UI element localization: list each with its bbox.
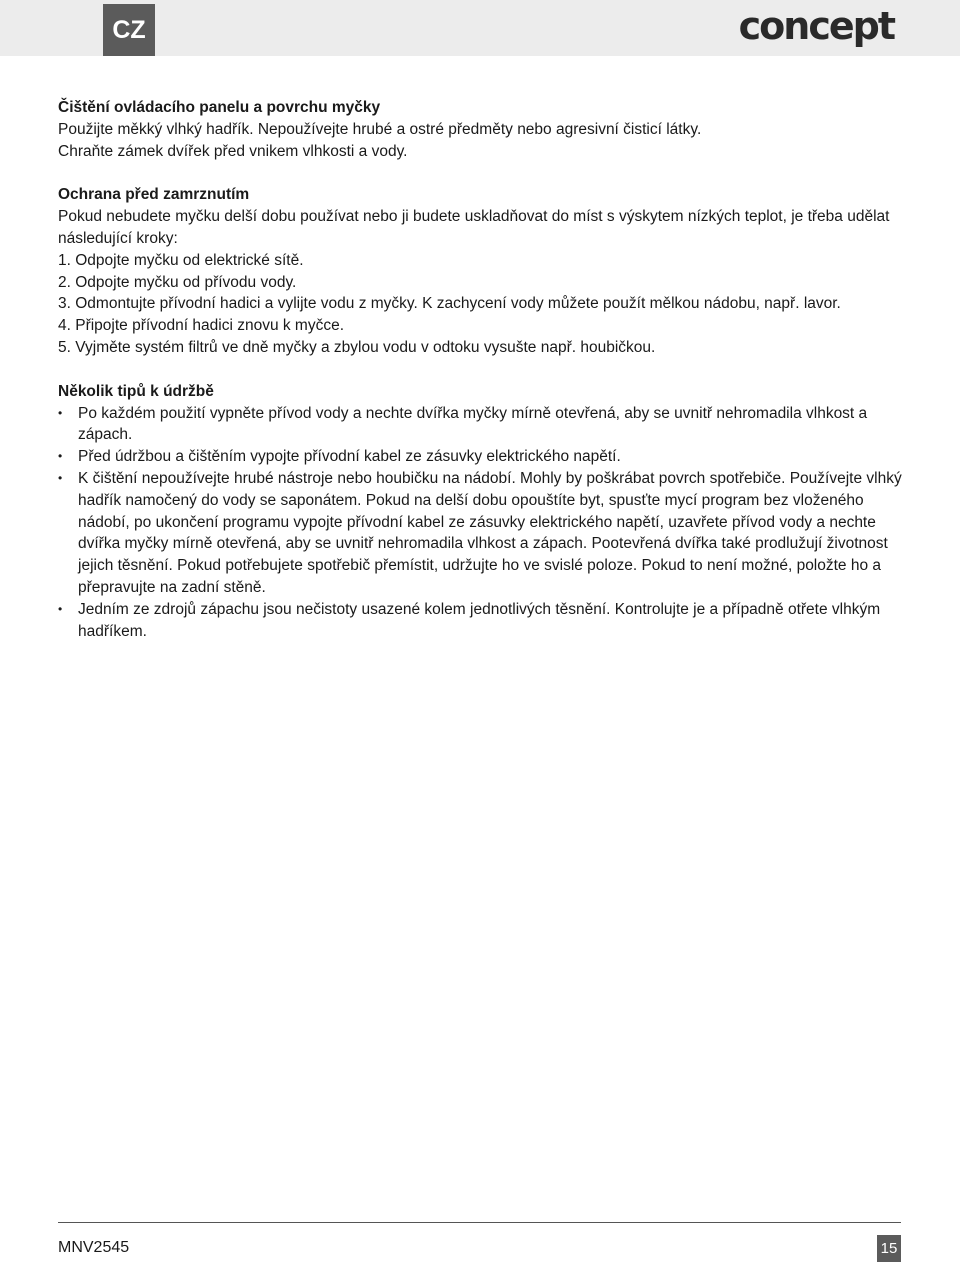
frost-step: 2. Odpojte myčku od přívodu vody.: [58, 273, 297, 291]
manual-content: [58, 97, 908, 642]
cleaning-heading: Čištění ovládacího panelu a povrchu myčky: [58, 99, 381, 116]
frost-step: 3. Odmontujte přívodní hadici a vylijte vodu z myčky. K zachycení vody můžete použít mělkou nádobu, např. lavor.: [58, 295, 841, 313]
spacer: [58, 162, 908, 184]
tips-list: [58, 403, 908, 643]
header-band: [0, 0, 960, 56]
model-number: MNV2545: [58, 1239, 130, 1256]
tip-item: • Jedním ze zdrojů zápachu jsou nečistoty usazené kolem jednotlivých těsnění. Kontrolujte je a případně otřete vlhkým hadříkem.: [58, 599, 908, 643]
tip-item: • Po každém použití vypněte přívod vody a nechte dvířka myčky mírně otevřená, aby se uvnitř nehromadila vlhkost a zápach.: [58, 403, 908, 447]
brand-logo: concept: [738, 4, 894, 48]
tip-item: • K čištění nepoužívejte hrubé nástroje nebo houbičku na nádobí. Mohly by poškrábat povrch spotřebiče. Používejte vlhký hadřík namočený do vody se saponátem. Pokud na delší dobu opouštíte byt, spusťte mycí program bez vloženého nádobí, po ukončení programu vypojte přívodní kabel ze zásuvky elektrického napětí, uzavřete přívod vody a nechte dvířka myčky mírně otevřená, aby se uvnitř nehromadila vlhkost a zápach. Pootevřená dvířka také prodlužují životnost jejich těsnění. Pokud potřebujete spotřebič přemístit, udržujte ho ve svislé poloze. Pokud to není možné, položte ho a přepravujte na zadní stěně.: [58, 468, 908, 599]
frost-heading: Ochrana před zamrznutím: [58, 186, 250, 204]
tip-item: • Před údržbou a čištěním vypojte přívodní kabel ze zásuvky elektrického napětí.: [58, 446, 908, 468]
tips-heading: Několik tipů k údržbě: [58, 382, 214, 400]
footer-divider: [58, 1222, 901, 1223]
frost-step: 1. Odpojte myčku od elektrické sítě.: [58, 251, 304, 269]
frost-step: 4. Připojte přívodní hadici znovu k myčce.: [58, 317, 345, 335]
page-number: 15: [877, 1235, 901, 1262]
frost-intro: Pokud nebudete myčku delší dobu používat nebo ji budete uskladňovat do míst s výskytem nízkých teplot, je třeba udělat následující kroky:: [58, 208, 890, 247]
cleaning-line: Použijte měkký vlhký hadřík. Nepoužívejte hrubé a ostré předměty nebo agresivní čisticí látky.: [58, 120, 702, 138]
cleaning-line: Chraňte zámek dvířek před vnikem vlhkosti a vody.: [58, 142, 408, 160]
spacer: [58, 359, 908, 381]
frost-step: 5. Vyjměte systém filtrů ve dně myčky a zbylou vodu v odtoku vysušte např. houbičkou.: [58, 338, 656, 356]
language-badge: CZ: [103, 4, 155, 56]
